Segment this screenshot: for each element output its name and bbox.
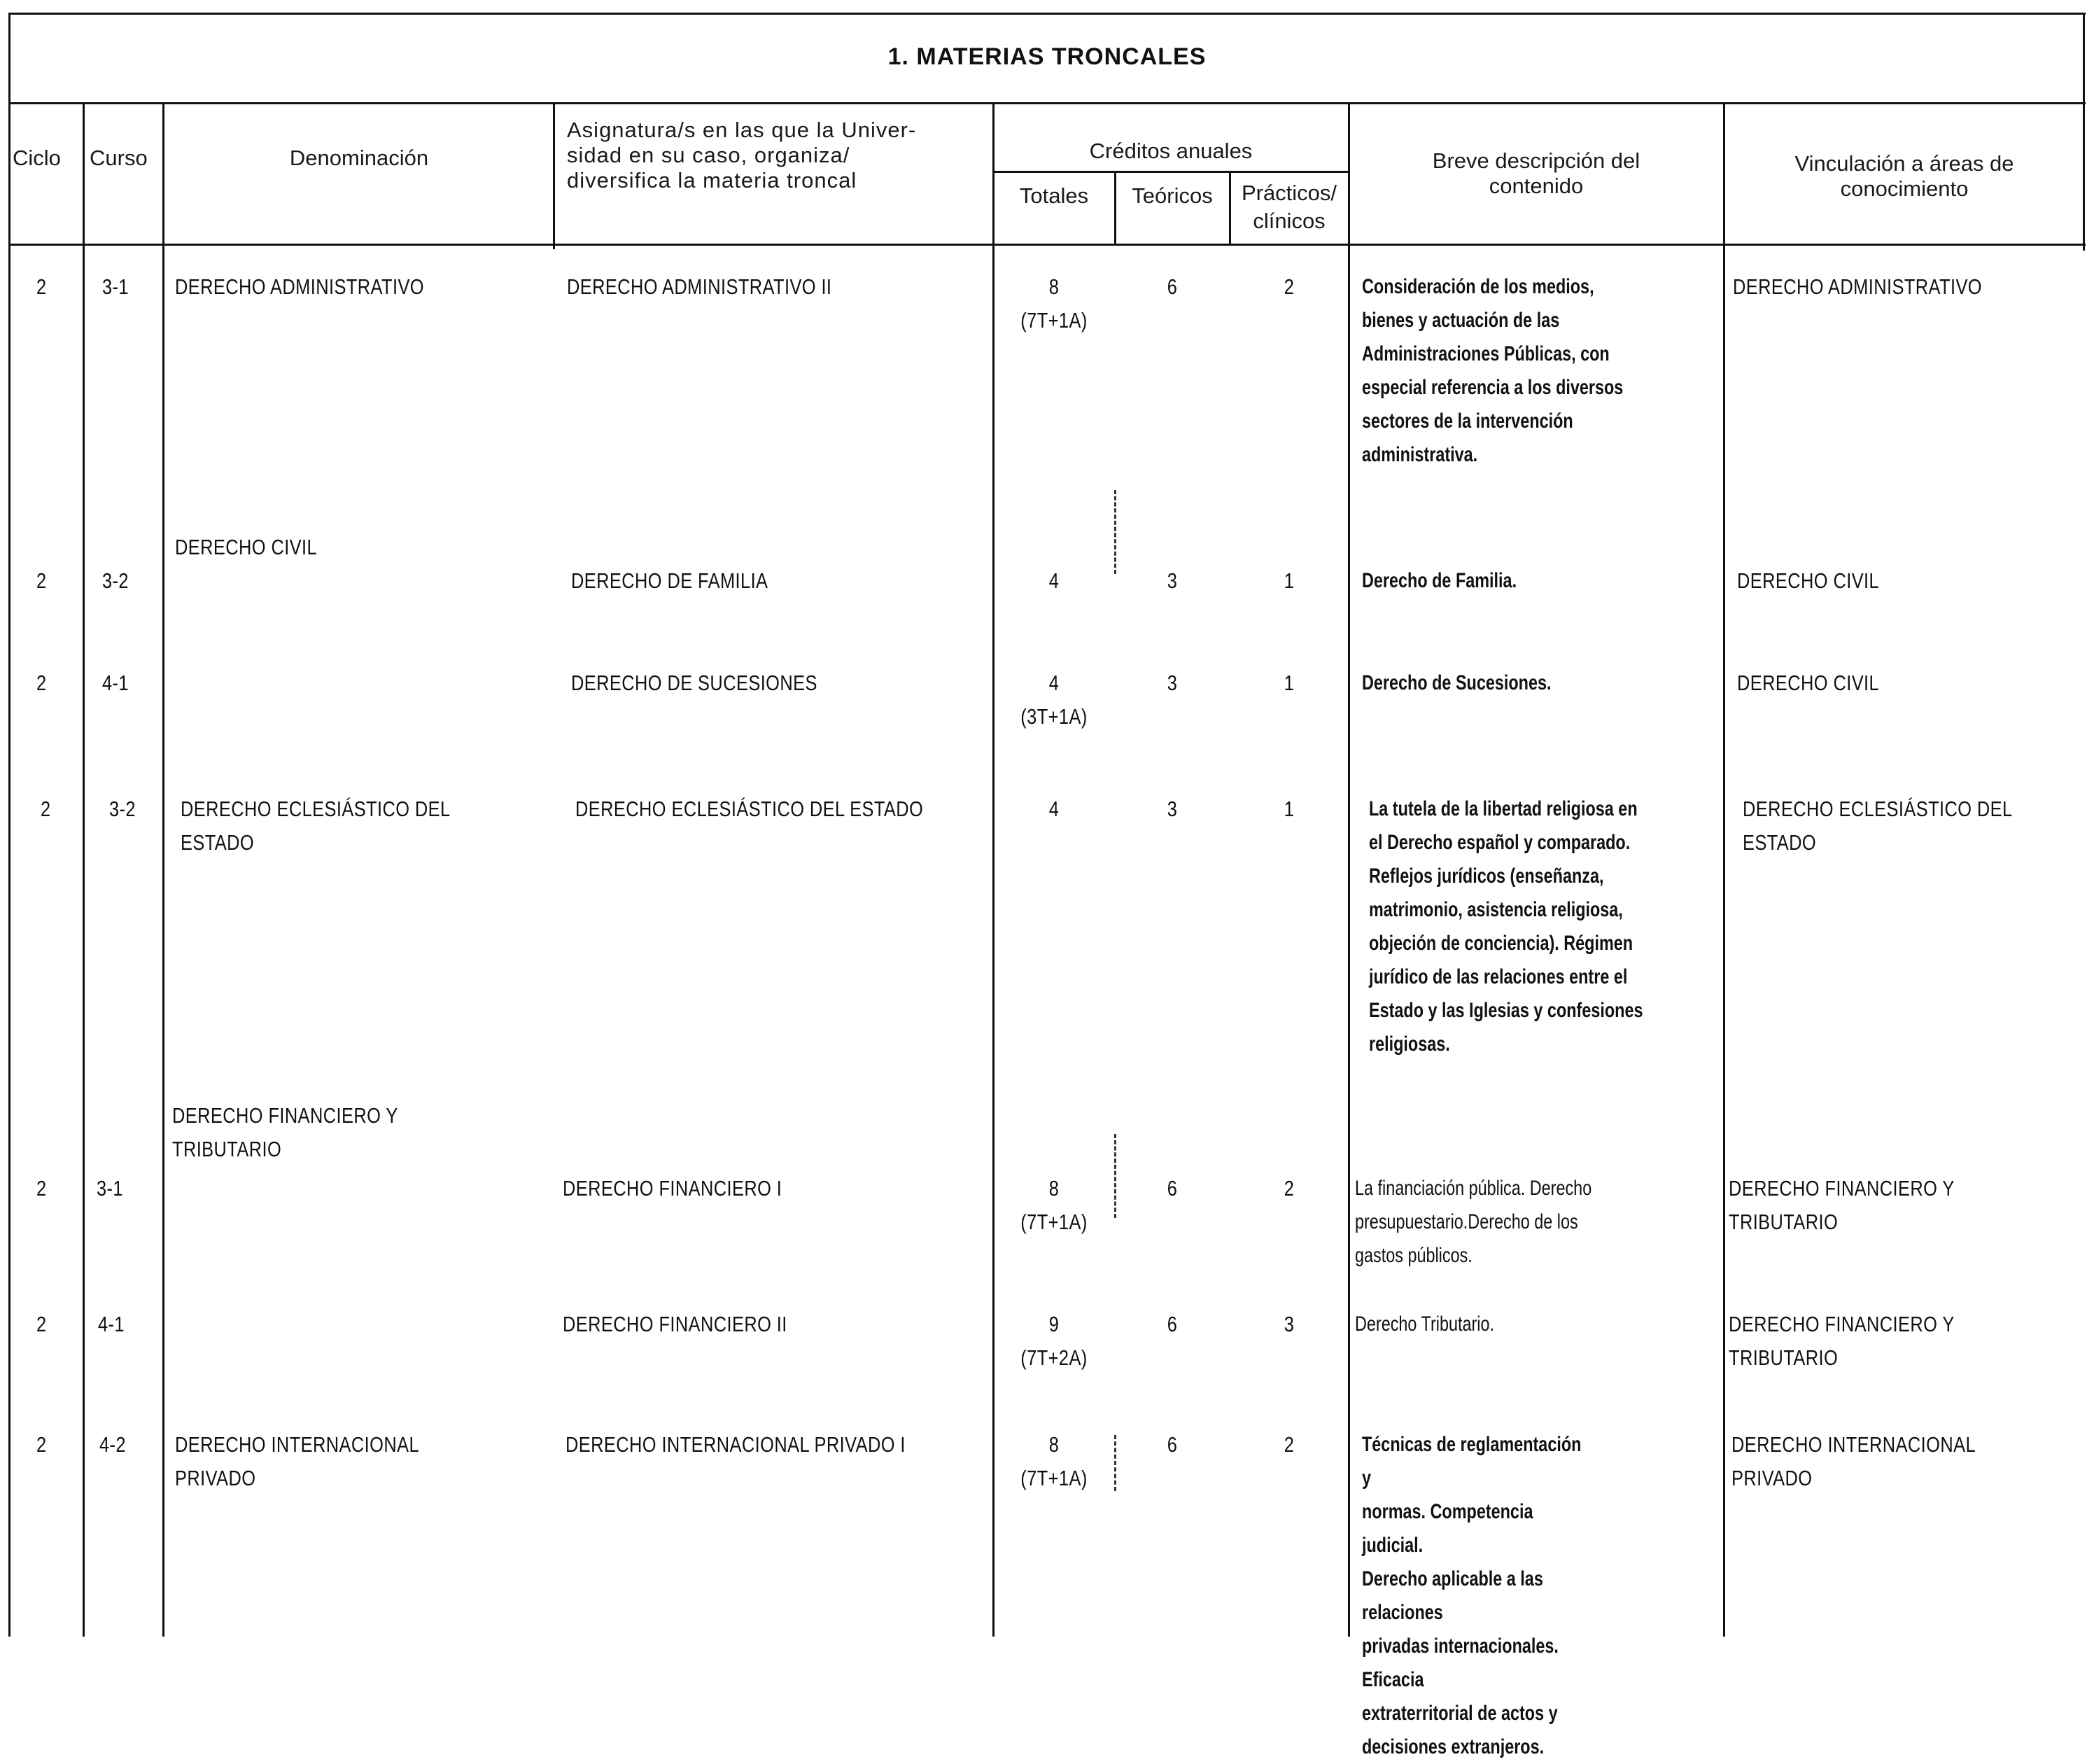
cell-practicos: 1: [1284, 797, 1295, 821]
col-sep-asignatura: [992, 102, 995, 1637]
cell-descripcion: Derecho de Familia.: [1362, 569, 1517, 592]
header-asignatura: Asignatura/s en las que la Univer- sidad en su caso, organiza/ diversifica la materia troncal: [567, 118, 917, 192]
cell-denominacion: DERECHO INTERNACIONAL PRIVADO: [175, 1432, 419, 1490]
cell-asignatura: DERECHO DE SUCESIONES: [571, 671, 817, 695]
cell-ciclo: 2: [36, 1432, 47, 1457]
cell-totales: 8: [1048, 1432, 1060, 1457]
cell-curso: 3-2: [102, 568, 129, 593]
cell-vinculacion: DERECHO FINANCIERO Y TRIBUTARIO: [1729, 1312, 1955, 1370]
cell-ciclo: 2: [36, 671, 47, 695]
header-bottom-rule: [8, 244, 2086, 246]
col-sep-ciclo: [83, 102, 85, 1637]
cell-vinculacion: DERECHO FINANCIERO Y TRIBUTARIO: [1729, 1176, 1955, 1234]
cell-practicos: 1: [1284, 671, 1295, 695]
cell-denominacion: DERECHO ECLESIÁSTICO DEL ESTADO: [181, 797, 451, 855]
cell-teoricos: 6: [1167, 274, 1178, 299]
cell-descripcion: La financiación pública. Derecho presupuestario.Derecho de los gastos públicos.: [1355, 1177, 1592, 1267]
cell-vinculacion: DERECHO CIVIL: [1737, 568, 1880, 593]
col-sep-totales-dashed-2: [1114, 1134, 1116, 1218]
cell-vinculacion: DERECHO INTERNACIONAL PRIVADO: [1731, 1432, 1976, 1490]
cell-practicos: 2: [1284, 1432, 1295, 1457]
cell-teoricos: 6: [1167, 1176, 1178, 1200]
cell-totales-detalle: (7T+2A): [1020, 1345, 1088, 1370]
cell-teoricos: 6: [1167, 1312, 1178, 1336]
cell-denominacion: DERECHO CIVIL: [175, 535, 318, 559]
cell-curso: 4-2: [99, 1432, 126, 1457]
cell-practicos: 3: [1284, 1312, 1295, 1336]
col-sep-denominacion: [553, 102, 555, 249]
cell-practicos: 2: [1284, 1176, 1295, 1200]
header-ciclo: Ciclo: [13, 146, 61, 170]
cell-totales: 4: [1048, 797, 1060, 821]
header-descripcion: Breve descripción del contenido: [1432, 148, 1640, 198]
cell-practicos: 2: [1284, 274, 1295, 299]
cell-totales-detalle: (7T+1A): [1020, 1210, 1088, 1234]
cell-teoricos: 3: [1167, 568, 1178, 593]
header-curso: Curso: [90, 146, 148, 170]
col-sep-totales-dashed-3: [1114, 1435, 1116, 1491]
header-denominacion: Denominación: [289, 146, 429, 170]
cell-totales: 4: [1048, 671, 1060, 695]
cell-teoricos: 6: [1167, 1432, 1178, 1457]
cell-totales: 9: [1048, 1312, 1060, 1336]
table-title: 1. MATERIAS TRONCALES: [887, 43, 1207, 70]
cell-teoricos: 3: [1167, 671, 1178, 695]
top-rule: [8, 13, 2086, 15]
col-sep-curso: [162, 102, 164, 1637]
col-sep-creditos: [1348, 102, 1350, 1637]
cell-vinculacion: DERECHO ADMINISTRATIVO: [1733, 274, 1982, 299]
cell-teoricos: 3: [1167, 797, 1178, 821]
cell-curso: 4-1: [98, 1312, 125, 1336]
cell-descripcion: Derecho de Sucesiones.: [1362, 671, 1552, 694]
cell-asignatura: DERECHO DE FAMILIA: [571, 568, 768, 593]
header-vinculacion: Vinculación a áreas de conocimiento: [1794, 151, 2014, 201]
header-totales: Totales: [1019, 183, 1089, 208]
cell-curso: 3-1: [97, 1176, 123, 1200]
col-sep-descripcion: [1723, 102, 1725, 1637]
cell-curso: 4-1: [102, 671, 129, 695]
cell-totales: 8: [1048, 1176, 1060, 1200]
cell-descripcion: Derecho Tributario.: [1355, 1312, 1494, 1336]
cell-asignatura: DERECHO FINANCIERO II: [563, 1312, 787, 1336]
creditos-subrule: [992, 171, 1348, 173]
cell-asignatura: DERECHO ADMINISTRATIVO II: [567, 274, 832, 299]
cell-vinculacion: DERECHO ECLESIÁSTICO DEL ESTADO: [1743, 797, 2013, 855]
cell-ciclo: 2: [36, 274, 47, 299]
cell-ciclo: 2: [36, 568, 47, 593]
cell-asignatura: DERECHO FINANCIERO I: [563, 1176, 782, 1200]
cell-denominacion: DERECHO FINANCIERO Y TRIBUTARIO: [172, 1103, 398, 1161]
cell-descripcion: Técnicas de reglamentación y normas. Competencia judicial. Derecho aplicable a las relaciones privadas internacionales. Eficacia extraterritorial de actos y decisiones extranjeros.: [1362, 1433, 1582, 1758]
header-teoricos: Teóricos: [1132, 183, 1213, 208]
cell-descripcion: La tutela de la libertad religiosa en el Derecho español y comparado. Reflejos jurídicos (enseñanza, matrimonio, asistencia religiosa, objeción de conciencia). Régimen jurídico de las relaciones entre el Estado y las Iglesias y confesiones religiosas.: [1369, 797, 1643, 1056]
cell-totales-detalle: (3T+1A): [1020, 704, 1088, 729]
title-rule: [8, 102, 2086, 104]
cell-ciclo: 2: [36, 1312, 47, 1336]
col-sep-totales-dashed: [1114, 490, 1116, 574]
cell-curso: 3-1: [102, 274, 129, 299]
header-practicos: Prácticos/ clínicos: [1241, 181, 1337, 233]
header-creditos: Créditos anuales: [1089, 139, 1253, 163]
cell-totales-detalle: (7T+1A): [1020, 308, 1088, 332]
cell-ciclo: 2: [41, 797, 51, 821]
cell-denominacion: DERECHO ADMINISTRATIVO: [175, 274, 424, 299]
frame-left: [8, 13, 10, 1637]
cell-asignatura: DERECHO INTERNACIONAL PRIVADO I: [565, 1432, 906, 1457]
cell-totales: 8: [1048, 274, 1060, 299]
cell-descripcion: Consideración de los medios, bienes y actuación de las Administraciones Públicas, con especial referencia a los diversos sectores de la intervención administrativa.: [1362, 275, 1624, 466]
cell-curso: 3-2: [109, 797, 136, 821]
cell-ciclo: 2: [36, 1176, 47, 1200]
cell-totales: 4: [1048, 568, 1060, 593]
cell-totales-detalle: (7T+1A): [1020, 1466, 1088, 1490]
cell-vinculacion: DERECHO CIVIL: [1737, 671, 1880, 695]
cell-practicos: 1: [1284, 568, 1295, 593]
cell-asignatura: DERECHO ECLESIÁSTICO DEL ESTADO: [575, 797, 924, 821]
